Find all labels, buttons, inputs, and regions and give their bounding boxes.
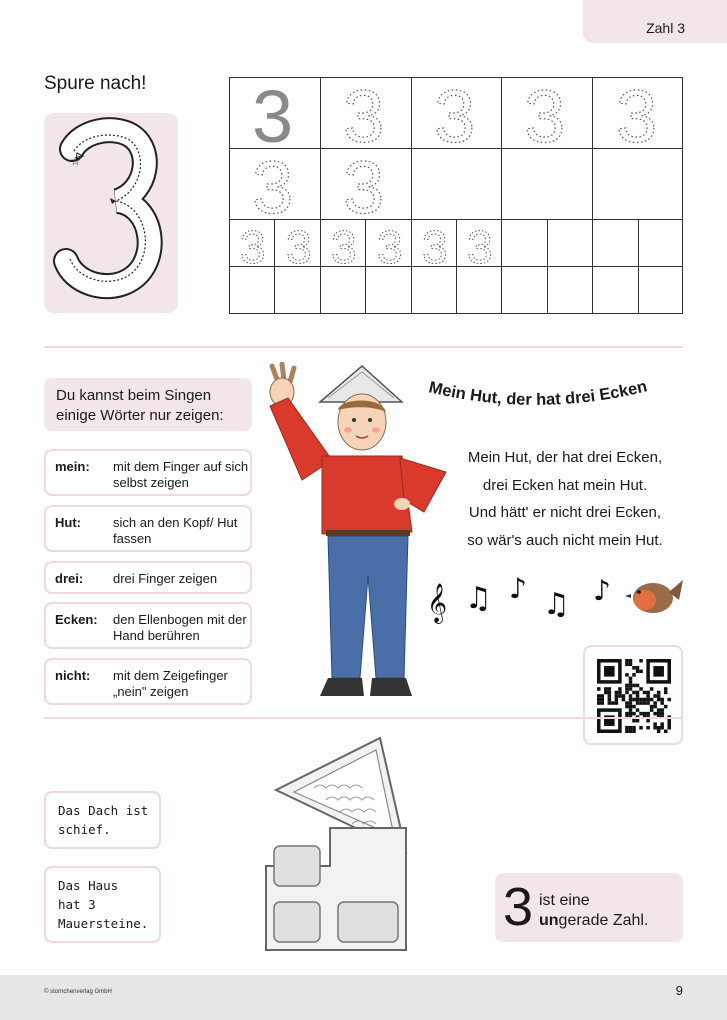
hint-box [44, 378, 252, 431]
song-line: Und hätt' er nicht drei Ecken, [468, 504, 662, 521]
page-footer [0, 975, 727, 1020]
eighth-note-icon: ♪ [509, 572, 527, 605]
writing-grid [229, 77, 683, 314]
svg-text:3: 3 [343, 78, 385, 158]
odd-rest: gerade Zahl. [558, 912, 649, 929]
svg-text:3: 3 [434, 78, 476, 158]
odd-statement [539, 911, 648, 931]
gesture-term: nicht: [55, 668, 91, 683]
gesture-term: drei: [55, 571, 84, 586]
svg-text:3: 3 [616, 78, 658, 158]
hint-text: Du kannst beim Singen einige Wörter nur zeigen: [56, 387, 224, 424]
eighth-notes-icon: ♫ [465, 581, 492, 616]
gesture-desc: den Ellenbogen mit der Hand berühren [113, 612, 247, 643]
svg-text:3: 3 [343, 146, 385, 229]
song-line: so wär's auch nicht mein Hut. [467, 531, 663, 549]
gesture-row [44, 449, 252, 496]
section-divider [44, 346, 683, 348]
note-box [44, 791, 161, 849]
qr-code-icon[interactable] [597, 659, 671, 733]
svg-text:3: 3 [240, 221, 266, 273]
gesture-row [44, 602, 252, 649]
svg-text:Mein Hut, der hat drei Ecken: Mein Hut, der hat drei Ecken [427, 377, 649, 409]
page-number: 9 [675, 983, 683, 998]
chapter-tab [583, 0, 727, 43]
tracing-digit-card [44, 113, 178, 313]
odd-prefix: ist eine [539, 892, 590, 909]
house-shape-illustration [256, 728, 416, 956]
gesture-term: mein: [55, 459, 90, 474]
gesture-term: Hut: [55, 515, 81, 530]
svg-text:3: 3 [422, 221, 448, 273]
note-box [44, 866, 161, 943]
note-text: Das Haus hat 3 Mauersteine. [58, 878, 149, 931]
robin-bird-icon [625, 580, 683, 613]
gesture-desc: drei Finger zeigen [113, 571, 218, 586]
trace-heading: Spure nach! [44, 73, 147, 94]
odd-number-box [495, 873, 683, 942]
copyright: © stornchenverlag GmbH [44, 989, 112, 995]
svg-text:☆: ☆ [70, 154, 81, 168]
svg-text:3: 3 [467, 221, 493, 273]
qr-code-card[interactable] [583, 645, 683, 745]
note-text: Das Dach ist schief. [58, 803, 149, 837]
song-line: drei Ecken hat mein Hut. [482, 476, 648, 494]
odd-number-text [539, 891, 648, 931]
gesture-desc: mit dem Zeigefinger „nein" zeigen [113, 668, 228, 699]
chapter-label: Zahl 3 [646, 20, 685, 36]
svg-text:3: 3 [252, 146, 294, 229]
song-line: Mein Hut, der hat drei Ecken, [467, 449, 663, 466]
svg-text:3: 3 [377, 221, 403, 273]
gesture-desc: mit dem Finger auf sich selbst zeigen [113, 459, 249, 490]
odd-bold-prefix: un [539, 912, 559, 929]
model-digit: 3 [252, 78, 294, 158]
eighth-note-icon: ♪ [593, 574, 611, 607]
treble-clef-icon: 𝄞 [427, 583, 448, 623]
gesture-desc: sich an den Kopf/ Hut fassen [113, 515, 238, 546]
gesture-row [44, 561, 252, 594]
song-title [418, 358, 688, 428]
svg-text:3: 3 [524, 78, 566, 158]
eighth-notes-icon: ♫ [543, 587, 570, 622]
svg-text:3: 3 [331, 221, 357, 273]
gesture-term: Ecken: [55, 612, 98, 627]
section-divider [44, 717, 683, 719]
music-notes-row [425, 566, 685, 626]
song-lyrics [440, 444, 690, 554]
svg-text:3: 3 [286, 221, 312, 273]
tracing-digit-3-icon [44, 113, 178, 313]
odd-digit: 3 [503, 877, 534, 937]
trace-digits [230, 78, 684, 315]
gesture-row [44, 505, 252, 552]
gesture-row [44, 658, 252, 705]
